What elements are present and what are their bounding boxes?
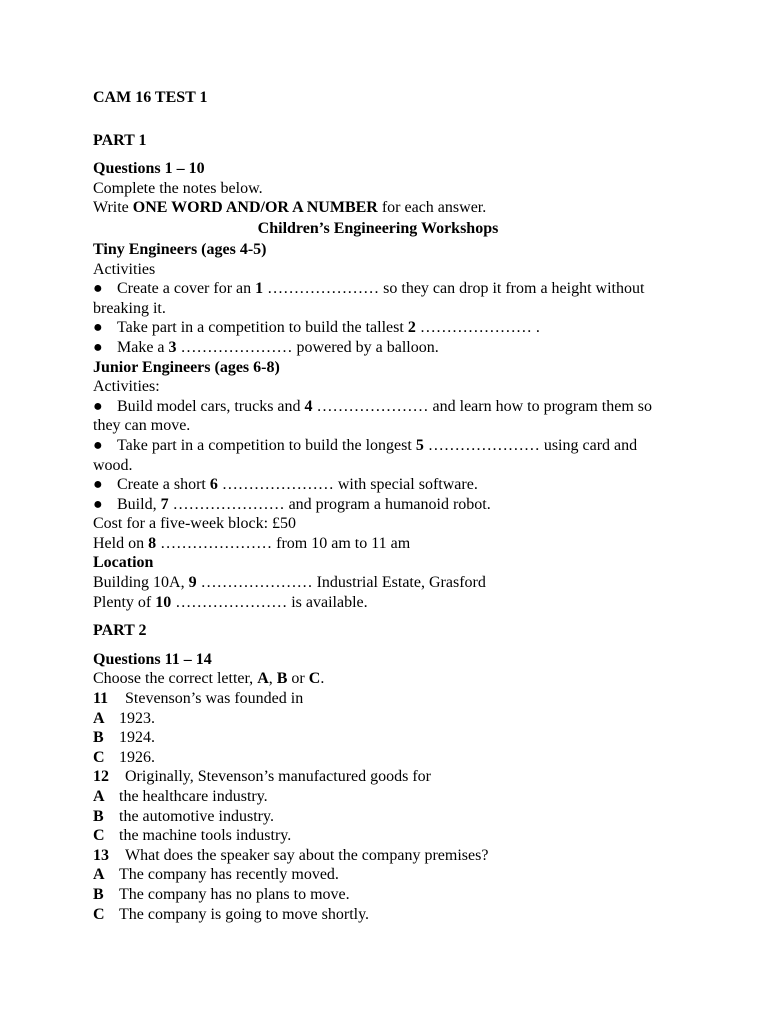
junior-activities-label: Activities: [93,378,160,396]
parking-line: Plenty of 10 ………………… is available. [93,593,368,611]
answer-option: B the automotive industry. [93,807,274,825]
answer-option: B 1924. [93,729,155,747]
part1-instruction-2: Write ONE WORD AND/OR A NUMBER for each answer. [93,199,487,217]
bullet-item-6: ● Create a short 6 ………………… with special software. [93,476,478,494]
bullet-item-4: ● Build model cars, trucks and 4 ………………… and learn how to program them so they can move. [93,397,653,435]
question-13 [93,846,673,924]
bullet-icon: ● [93,338,103,356]
answer-option: A the healthcare industry. [93,788,268,805]
document-page [93,88,673,924]
answer-option: C The company is going to move shortly. [93,905,370,923]
answer-option: A 1923. [93,709,155,727]
tiny-engineers-heading: Tiny Engineers (ages 4-5) [93,240,267,258]
part1-questions-label: Questions 1 – 10 [93,160,205,178]
part2-questions-label: Questions 11 – 14 [93,650,212,668]
question-stem: 13 What does the speaker say about the company premises? [93,846,489,864]
part1-instruction-1: Complete the notes below. [93,179,263,197]
part1-heading: PART 1 [93,131,147,149]
tiny-activities-label: Activities [93,260,156,278]
document-title: CAM 16 TEST 1 [93,89,208,106]
location-line: Building 10A, 9 ………………… Industrial Estate, Grasford [93,574,486,592]
held-line: Held on 8 ………………… from 10 am to 11 am [93,534,411,552]
bullet-icon: ● [93,436,103,454]
question-11 [93,689,673,767]
bullet-icon: ● [93,319,103,337]
answer-option: C 1926. [93,748,155,766]
answer-option: C the machine tools industry. [93,827,292,845]
bullet-icon: ● [93,280,103,298]
bullet-item-2: ● Take part in a competition to build the tallest 2 ………………… . [93,319,540,337]
cost-line: Cost for a five-week block: £50 [93,515,297,533]
question-12 [93,767,673,845]
part2-heading: PART 2 [93,622,147,640]
bullet-item-5: ● Take part in a competition to build the longest 5 ………………… using card and wood. [93,436,638,474]
bullet-item-1: ● Create a cover for an 1 ………………… so they can drop it from a height without breaking it. [93,280,645,317]
question-stem: 12 Originally, Stevenson’s manufactured goods for [93,768,432,786]
notes-title: Children’s Engineering Workshops [257,219,499,237]
bullet-icon: ● [93,495,103,513]
bullet-item-3: ● Make a 3 ………………… powered by a balloon. [93,338,439,356]
bullet-icon: ● [93,476,103,494]
bullet-item-7: ● Build, 7 ………………… and program a humanoid robot. [93,495,491,513]
junior-engineers-heading: Junior Engineers (ages 6-8) [93,358,280,376]
bullet-icon: ● [93,397,103,415]
answer-option: B The company has no plans to move. [93,885,350,903]
question-stem: 11 Stevenson’s was founded in [93,690,304,708]
part2-instruction: Choose the correct letter, A, B or C. [93,670,325,688]
location-heading: Location [93,554,154,572]
answer-option: A The company has recently moved. [93,866,339,884]
